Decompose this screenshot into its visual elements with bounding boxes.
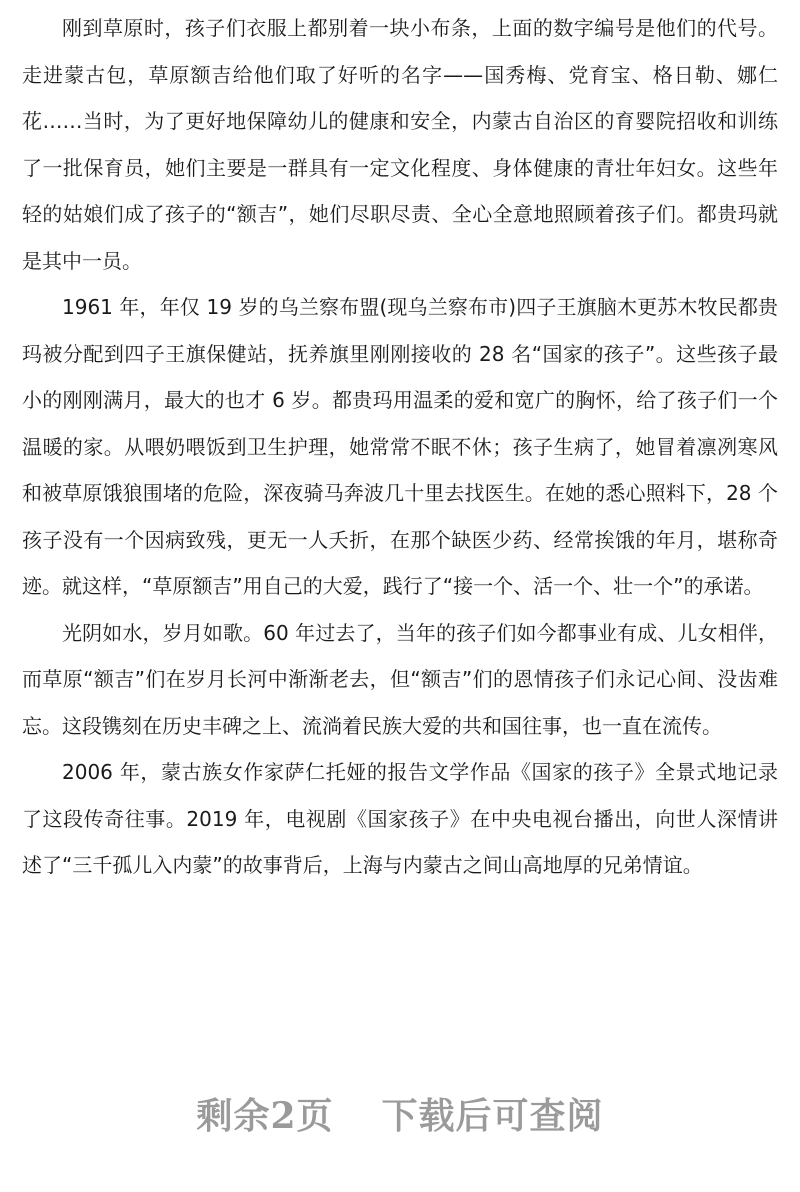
article-body: [22, 0, 778, 889]
remaining-pages-label: 剩余2页: [196, 1095, 334, 1137]
download-prompt[interactable]: [0, 1088, 800, 1139]
paragraph-1: 刚到草原时，孩子们衣服上都别着一块小布条，上面的数字编号是他们的代号。走进蒙古包，草原额吉给他们取了好听的名字——国秀梅、党育宝、格日勒、娜仁花……当时，为了更好地保障幼儿的健康和安全，内蒙古自治区的育婴院招收和训练了一批保育员，她们主要是一群具有一定文化程度、身体健康的青壮年妇女。这些年轻的姑娘们成了孩子的“额吉”，她们尽职尽责、全心全意地照顾着孩子们。都贵玛就是其中一员。: [22, 16, 778, 273]
download-to-view-label: 下载后可查阅: [381, 1095, 604, 1137]
paragraph-3: 光阴如水，岁月如歌。60 年过去了，当年的孩子们如今都事业有成、儿女相伴，而草原“额吉”们在岁月长河中渐渐老去，但“额吉”们的恩情孩子们永记心间、没齿难忘。这段镌刻在历史丰碑之上、流淌着民族大爱的共和国往事，也一直在流传。: [22, 620, 778, 738]
paragraph-2: 1961 年，年仅 19 岁的乌兰察布盟(现乌兰察布市)四子王旗脑木更苏木牧民都贵玛被分配到四子王旗保健站，抚养旗里刚刚接收的 28 名“国家的孩子”。这些孩子最小的刚刚满月，最大的也才 6 岁。都贵玛用温柔的爱和宽广的胸怀，给了孩子们一个温暖的家。从喂奶喂饭到卫生护理，她常常不眠不休；孩子生病了，她冒着凛冽寒风和被草原饿狼围堵的危险，深夜骑马奔波几十里去找医生。在她的悉心照料下，28 个孩子没有一个因病致残，更无一人夭折，在那个缺医少药、经常挨饿的年月，堪称奇迹。就这样，“草原额吉”用自己的大爱，践行了“接一个、活一个、壮一个”的承诺。: [22, 295, 778, 598]
paragraph-4: 2006 年，蒙古族女作家萨仁托娅的报告文学作品《国家的孩子》全景式地记录了这段传奇往事。2019 年，电视剧《国家孩子》在中央电视台播出，向世人深情讲述了“三千孤儿入内蒙”的故事背后，上海与内蒙古之间山高地厚的兄弟情谊。: [22, 760, 778, 877]
